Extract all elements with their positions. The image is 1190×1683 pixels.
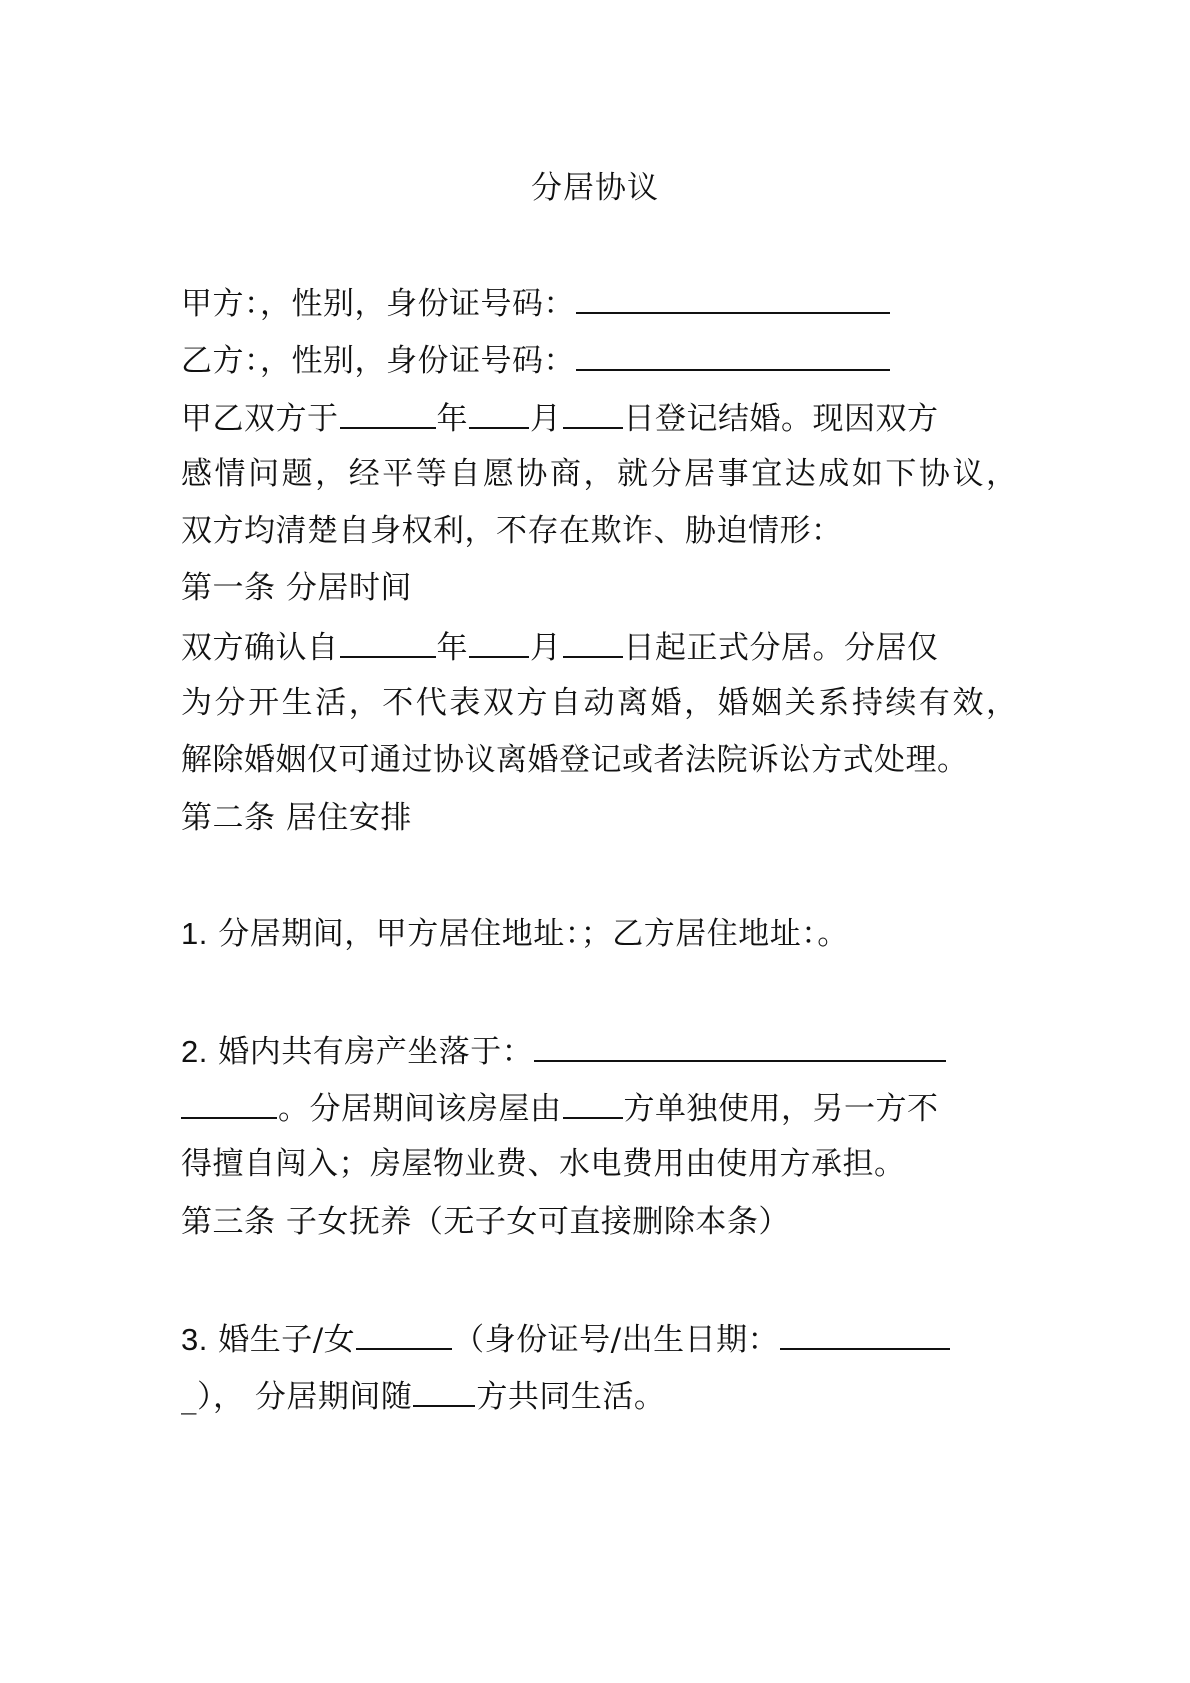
party-b-line (181, 339, 891, 381)
article-1-line-2: 为分开生活，不代表双方自动离婚，婚姻关系持续有效， (181, 685, 1017, 721)
item-text: 方单独使用，另一方不 (623, 1091, 939, 1127)
intro-line-2: 感情问题，经平等自愿协商，就分居事宜达成如下协议， (181, 456, 1017, 492)
item-text: 。分居期间该房屋由 (278, 1091, 562, 1127)
marriage-year-blank (340, 397, 436, 429)
property-address-blank (534, 1030, 946, 1062)
article-2-item-1 (181, 914, 849, 954)
separation-year-blank (340, 626, 436, 658)
item-text: 婚内共有房产坐落于： (218, 1034, 534, 1070)
article-3-item-3-line-2 (181, 1375, 665, 1417)
article-1-text: 月 (530, 630, 562, 666)
party-a-line (181, 282, 891, 324)
intro-text: 日登记结婚。现因双方 (623, 401, 939, 437)
party-a-label: 甲方：，性别，身份证号码： (181, 286, 575, 322)
article-1-line-3: 解除婚姻仅可通过协议离婚登记或者法院诉讼方式处理。 (181, 742, 969, 778)
intro-line-3: 双方均清楚自身权利，不存在欺诈、胁迫情形： (181, 513, 843, 549)
document-title: 分居协议 (531, 170, 659, 206)
party-a-id-blank (576, 282, 890, 314)
intro-text: 甲乙双方于 (181, 401, 339, 437)
article-3-item-3-line-1 (181, 1318, 951, 1360)
child-id-blank (780, 1318, 950, 1350)
item-number: 2. (181, 1034, 208, 1069)
article-1-text: 年 (436, 630, 468, 666)
party-b-id-blank (576, 339, 890, 371)
item-text: 方共同生活。 (476, 1379, 666, 1415)
item-text: 分居期间，甲方居住地址：；乙方居住地址：。 (218, 916, 849, 952)
intro-line-1 (181, 397, 939, 439)
separation-day-blank (563, 626, 623, 658)
item-number: 3. (181, 1322, 208, 1357)
article-1-heading: 第一条 分居时间 (181, 570, 412, 606)
item-text: （身份证号/出生日期： (453, 1322, 780, 1358)
article-1-line-1 (181, 626, 939, 668)
child-name-blank (356, 1318, 452, 1350)
article-2-item-2-line-2 (181, 1087, 939, 1129)
intro-text: 年 (436, 401, 468, 437)
item-number: 1. (181, 916, 208, 951)
item-text: 婚生子/女 (218, 1322, 356, 1358)
intro-text: 月 (530, 401, 562, 437)
article-1-text: 双方确认自 (181, 630, 339, 666)
item-text: _）， 分居期间随 (181, 1379, 413, 1415)
article-2-item-2-line-1 (181, 1030, 947, 1072)
article-2-item-2-line-3: 得擅自闯入；房屋物业费、水电费用由使用方承担。 (181, 1146, 906, 1182)
article-3-heading: 第三条 子女抚养（无子女可直接删除本条） (181, 1204, 790, 1240)
article-2-heading: 第二条 居住安排 (181, 800, 412, 836)
article-1-text: 日起正式分居。分居仅 (623, 630, 939, 666)
child-custody-blank (413, 1375, 475, 1407)
property-user-blank (563, 1087, 623, 1119)
separation-month-blank (469, 626, 529, 658)
marriage-day-blank (563, 397, 623, 429)
party-b-label: 乙方：，性别，身份证号码： (181, 343, 575, 379)
marriage-month-blank (469, 397, 529, 429)
property-address-blank-cont (181, 1087, 277, 1119)
